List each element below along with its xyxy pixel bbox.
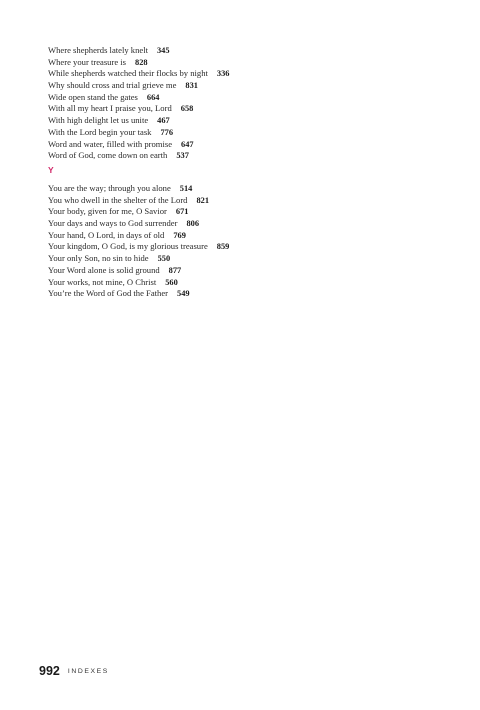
hymn-number: 828 bbox=[135, 57, 148, 67]
hymn-title: Your kingdom, O God, is my glorious treasure bbox=[48, 241, 208, 252]
hymn-number: 560 bbox=[165, 277, 178, 287]
index-entry bbox=[48, 68, 468, 80]
hymn-number: 658 bbox=[180, 104, 194, 114]
hymn-title: While shepherds watched their flocks by night bbox=[48, 68, 208, 79]
index-entry bbox=[48, 206, 468, 218]
index-entry bbox=[48, 103, 468, 115]
index-entry bbox=[48, 127, 468, 139]
index-entry bbox=[48, 115, 468, 127]
hymn-title: With all my heart I praise you, Lord bbox=[48, 103, 172, 114]
hymn-number: 821 bbox=[196, 195, 210, 205]
index-entry bbox=[48, 183, 468, 195]
hymn-number: 859 bbox=[216, 242, 230, 252]
hymn-title: Why should cross and trial grieve me bbox=[48, 80, 177, 91]
index-entry bbox=[48, 195, 468, 207]
hymn-title: With high delight let us unite bbox=[48, 115, 149, 126]
index-entry bbox=[48, 277, 468, 289]
section-letter-y: Y bbox=[48, 165, 54, 175]
index-entry bbox=[48, 218, 468, 230]
hymn-title: Word of God, come down on earth bbox=[48, 150, 168, 161]
hymn-number: 671 bbox=[175, 207, 189, 217]
hymn-title: With the Lord begin your task bbox=[48, 126, 152, 137]
hymn-title: Your days and ways to God surrender bbox=[48, 218, 178, 229]
hymn-title: Your hand, O Lord, in days of old bbox=[48, 229, 165, 240]
hymn-title: Wide open stand the gates bbox=[48, 91, 138, 102]
index-list-w bbox=[48, 45, 468, 162]
hymn-number: 514 bbox=[179, 184, 193, 193]
index-entry bbox=[48, 230, 468, 242]
hymn-title: Where your treasure is bbox=[48, 56, 127, 67]
index-entry bbox=[48, 80, 468, 92]
hymn-number: 806 bbox=[186, 219, 200, 229]
hymn-title: Your body, given for me, O Savior bbox=[48, 206, 167, 217]
hymn-number: 664 bbox=[146, 92, 160, 102]
index-entry bbox=[48, 45, 468, 57]
hymn-number: 537 bbox=[176, 151, 189, 161]
index-entry bbox=[48, 92, 468, 104]
index-entry bbox=[48, 288, 468, 300]
hymn-number: 831 bbox=[185, 81, 198, 91]
hymn-title: You who dwell in the shelter of the Lord bbox=[48, 194, 188, 205]
index-entry bbox=[48, 253, 468, 265]
hymn-number: 776 bbox=[160, 127, 174, 137]
hymn-number: 647 bbox=[181, 139, 194, 149]
index-list-y bbox=[48, 183, 468, 300]
hymn-number: 345 bbox=[156, 46, 170, 55]
hymn-number: 550 bbox=[157, 254, 171, 264]
index-entry bbox=[48, 57, 468, 69]
index-entry bbox=[48, 265, 468, 277]
hymn-number: 877 bbox=[168, 265, 182, 275]
hymn-title: Your Word alone is solid ground bbox=[48, 264, 160, 275]
index-entry bbox=[48, 139, 468, 151]
hymn-title: Word and water, filled with promise bbox=[48, 138, 173, 149]
hymn-number: 336 bbox=[216, 69, 230, 79]
page-footer bbox=[39, 662, 109, 680]
hymn-title: You are the way; through you alone bbox=[48, 183, 171, 193]
hymn-number: 549 bbox=[177, 289, 190, 299]
hymn-number: 467 bbox=[157, 116, 170, 126]
hymn-number: 769 bbox=[173, 230, 186, 240]
index-entry bbox=[48, 150, 468, 162]
running-head: INDEXES bbox=[67, 668, 109, 675]
hymn-title: Your only Son, no sin to hide bbox=[48, 253, 149, 264]
hymn-title: Where shepherds lately knelt bbox=[48, 45, 148, 55]
page-number: 992 bbox=[39, 664, 60, 678]
hymn-title: Your works, not mine, O Christ bbox=[48, 276, 157, 287]
hymn-title: You’re the Word of God the Father bbox=[48, 288, 169, 299]
index-entry bbox=[48, 241, 468, 253]
